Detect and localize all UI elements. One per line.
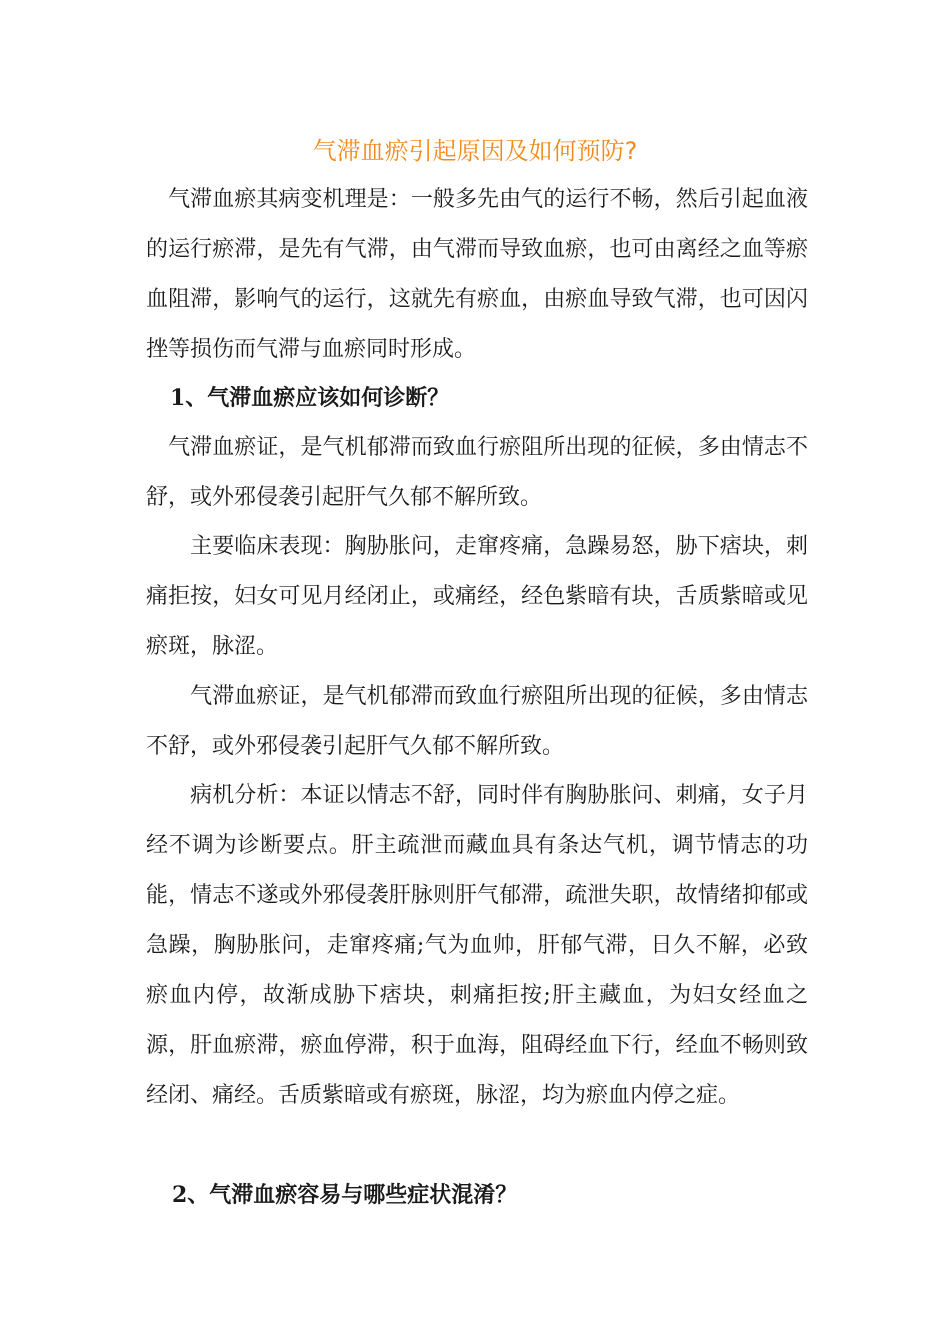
section-1-paragraph-2: 主要临床表现：胸胁胀问，走窜疼痛，急躁易怒，胁下痞块，刺痛拒按，妇女可见月经闭止，或痛经，经色紫暗有块，舌质紫暗或见瘀斑，脉涩。 (146, 534, 808, 659)
section-1-heading: 1、气滞血瘀应该如何诊断？ (170, 385, 450, 411)
section-1-paragraph-1: 气滞血瘀证，是气机郁滞而致血行瘀阻所出现的征候，多由情志不舒，或外邪侵袭引起肝气久郁不解所致。 (146, 435, 808, 510)
intro-paragraph: 气滞血瘀其病变机理是：一般多先由气的运行不畅，然后引起血液的运行瘀滞，是先有气滞，由气滞而导致血瘀，也可由离经之血等瘀血阻滞，影响气的运行，这就先有瘀血，由瘀血导致气滞，也可因闪挫等损伤而气滞与血瘀同时形成。 (146, 187, 808, 362)
section-1-paragraph-4: 病机分析：本证以情志不舒，同时伴有胸胁胀问、刺痛，女子月经不调为诊断要点。肝主疏泄而藏血具有条达气机，调节情志的功能，情志不遂或外邪侵袭肝脉则肝气郁滞，疏泄失职，故情绪抑郁或急躁，胸胁胀问，走窜疼痛;气为血帅，肝郁气滞，日久不解，必致瘀血内停，故渐成胁下痞块，刺痛拒按;肝主藏血，为妇女经血之源，肝血瘀滞，瘀血停滞，积于血海，阻碍经血下行，经血不畅则致经闭、痛经。舌质紫暗或有瘀斑，脉涩，均为瘀血内停之症。 (146, 783, 808, 1108)
page-title: 气滞血瘀引起原因及如何预防? (312, 137, 638, 165)
section-1-paragraph-3: 气滞血瘀证，是气机郁滞而致血行瘀阻所出现的征候，多由情志不舒，或外邪侵袭引起肝气久郁不解所致。 (146, 684, 808, 759)
section-2-heading: 2、气滞血瘀容易与哪些症状混淆？ (172, 1182, 518, 1208)
